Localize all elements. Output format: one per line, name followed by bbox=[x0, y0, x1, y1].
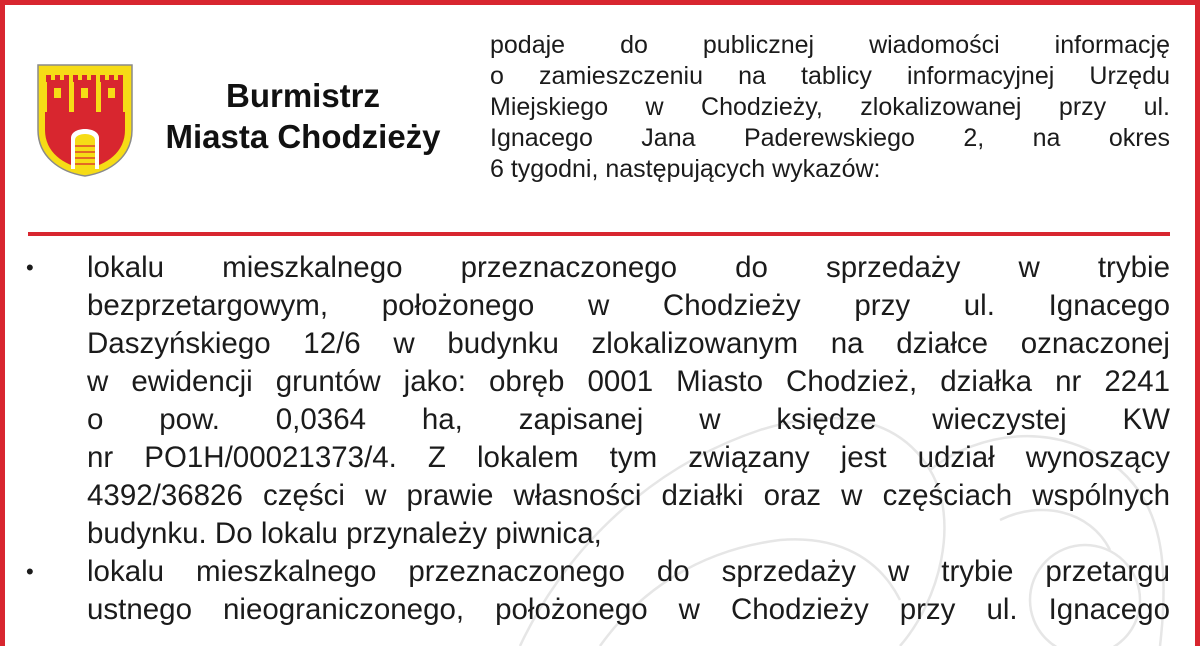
text-line: o pow. 0,0364 ha, zapisanej w księdze wieczystej KW bbox=[87, 403, 1170, 436]
issuer-title-line-2: Miasta Chodzieży bbox=[165, 118, 441, 155]
list-item-text bbox=[87, 249, 1170, 553]
notice-list bbox=[0, 249, 1200, 629]
text-line: Daszyńskiego 12/6 w budynku zlokalizowanym na działce oznaczonej bbox=[87, 327, 1170, 360]
issuer-title bbox=[148, 75, 458, 157]
text-line: 4392/36826 części w prawie własności działki oraz w częściach wspólnych bbox=[87, 479, 1170, 512]
intro-line: podaje do publicznej wiadomości informację bbox=[490, 31, 1170, 59]
text-line: w ewidencji gruntów jako: obręb 0001 Miasto Chodzież, działka nr 2241 bbox=[87, 365, 1170, 398]
coat-of-arms-icon bbox=[37, 64, 133, 177]
text-line: budynku. Do lokalu przynależy piwnica, bbox=[87, 517, 602, 550]
intro-line: Ignacego Jana Paderewskiego 2, na okres bbox=[490, 124, 1170, 152]
intro-line: 6 tygodni, następujących wykazów: bbox=[490, 155, 881, 183]
text-line: ustnego nieograniczonego, położonego w Chodzieży przy ul. Ignacego bbox=[87, 593, 1170, 626]
text-line: nr PO1H/00021373/4. Z lokalem tym związany jest udział wynoszący bbox=[87, 441, 1170, 474]
bullet: • bbox=[26, 255, 34, 280]
text-line: bezprzetargowym, położonego w Chodzieży przy ul. Ignacego bbox=[87, 289, 1170, 322]
issuer-title-line-1: Burmistrz bbox=[225, 77, 381, 114]
bullet: • bbox=[26, 559, 34, 584]
frame-top-border bbox=[0, 0, 1200, 5]
intro-paragraph bbox=[490, 30, 1170, 185]
list-item bbox=[0, 249, 1200, 553]
section-divider bbox=[28, 232, 1170, 236]
list-item-text bbox=[87, 553, 1170, 629]
text-line: lokalu mieszkalnego przeznaczonego do sprzedaży w trybie bbox=[87, 251, 1170, 284]
list-item bbox=[0, 553, 1200, 629]
text-line: lokalu mieszkalnego przeznaczonego do sprzedaży w trybie przetargu bbox=[87, 555, 1170, 588]
intro-line: Miejskiego w Chodzieży, zlokalizowanej przy ul. bbox=[490, 93, 1170, 121]
intro-line: o zamieszczeniu na tablicy informacyjnej Urzędu bbox=[490, 62, 1170, 90]
